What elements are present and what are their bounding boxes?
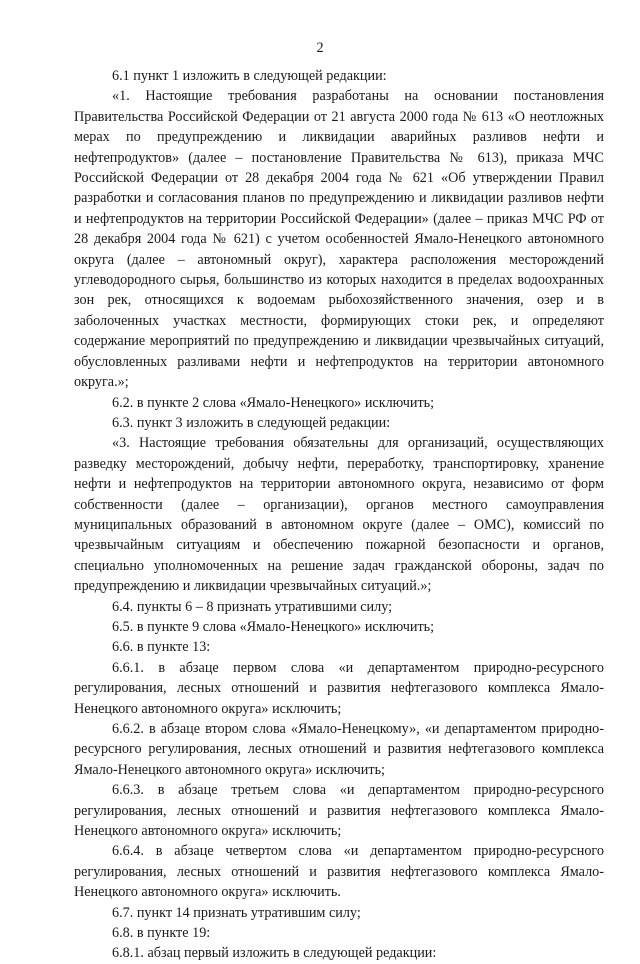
paragraph-new-point-3: «3. Настоящие требования обязательны для организаций, осуществляющих разведку месторождений, добычу нефти, переработку, транспортировку, хранение нефти и нефтепродуктов на территории автономного округа, независимо от форм собственности (далее – организации), органов местного самоуправления муниципальных образований в автономном округе (далее – ОМС), комиссий по чрезвычайным ситуациям и обеспечению пожарной безопасности и органов, специально уполномоченных на решение задач гражданской обороны, задач по предупреждению и ликвидации чрезвычайных ситуаций.»;: [74, 435, 604, 595]
paragraph-6-6-2: 6.6.2. в абзаце втором слова «Ямало-Ненецкому», «и департаментом природно-ресурсного регулирования, лесных отношений и развития нефтегазового комплекса Ямало-Ненецкого автономного округа» исключить;: [74, 721, 604, 778]
paragraph-new-point-1: «1. Настоящие требования разработаны на основании постановления Правительства Российской Федерации от 21 августа 2000 года № 613 «О неотложных мерах по предупреждению и ликвидации аварийных разливов нефти и нефтепродуктов» (далее – постановление Правительства № 613), приказа МЧС Российской Федерации от 28 декабря 2004 года № 621 «Об утверждении Правил разработки и согласования планов по предупреждению и ликвидации разливов нефти и нефтепродуктов на территории Российской Федерации» (далее – приказ МЧС РФ от 28 декабря 2004 года № 621) с учетом особенностей Ямало-Ненецкого автономного округа (далее – автономный округ), характера расположения месторождений углеводородного сырья, большинство из которых находится в пределах водоохранных зон рек, относящихся к водоемам рыбохозяйственного значения, озер и в заболоченных участках местности, формирующих стоки рек, и определяют содержание мероприятий по предупреждению и ликвидации чрезвычайных ситуаций, обусловленных разливами нефти и нефтепродуктов на территории автономного округа.»;: [74, 88, 604, 391]
page-number: 2: [316, 40, 324, 56]
paragraph-6-8-1: 6.8.1. абзац первый изложить в следующей редакции:: [112, 945, 437, 962]
paragraph-6-4: 6.4. пункты 6 – 8 признать утратившими силу;: [112, 598, 393, 615]
paragraph-6-7: 6.7. пункт 14 признать утратившим силу;: [112, 904, 361, 921]
paragraph-6-6-1: 6.6.1. в абзаце первом слова «и департаментом природно-ресурсного регулирования, лесных отношений и развития нефтегазового комплекса Ямало-Ненецкого автономного округа» исключить;: [74, 659, 604, 717]
paragraph-6-8: 6.8. в пункте 19:: [112, 925, 211, 942]
paragraph-6-3: 6.3. пункт 3 изложить в следующей редакции:: [112, 414, 391, 431]
paragraph-6-2: 6.2. в пункте 2 слова «Ямало-Ненецкого» исключить;: [112, 394, 435, 411]
paragraph-6-6: 6.6. в пункте 13:: [112, 639, 211, 656]
document-body: [74, 66, 604, 964]
paragraph-6-6-3: 6.6.3. в абзаце третьем слова «и департаментом природно-ресурсного регулирования, лесных отношений и развития нефтегазового комплекса Ямало-Ненецкого автономного округа» исключить;: [74, 782, 604, 840]
paragraph-6-6-4: 6.6.4. в абзаце четвертом слова «и департаментом природно-ресурсного регулирования, лесных отношений и развития нефтегазового комплекса Ямало-Ненецкого автономного округа» исключить.: [74, 843, 604, 901]
paragraph-6-5: 6.5. в пункте 9 слова «Ямало-Ненецкого» исключить;: [112, 618, 435, 635]
paragraph-6-1: 6.1 пункт 1 изложить в следующей редакции:: [112, 68, 387, 84]
